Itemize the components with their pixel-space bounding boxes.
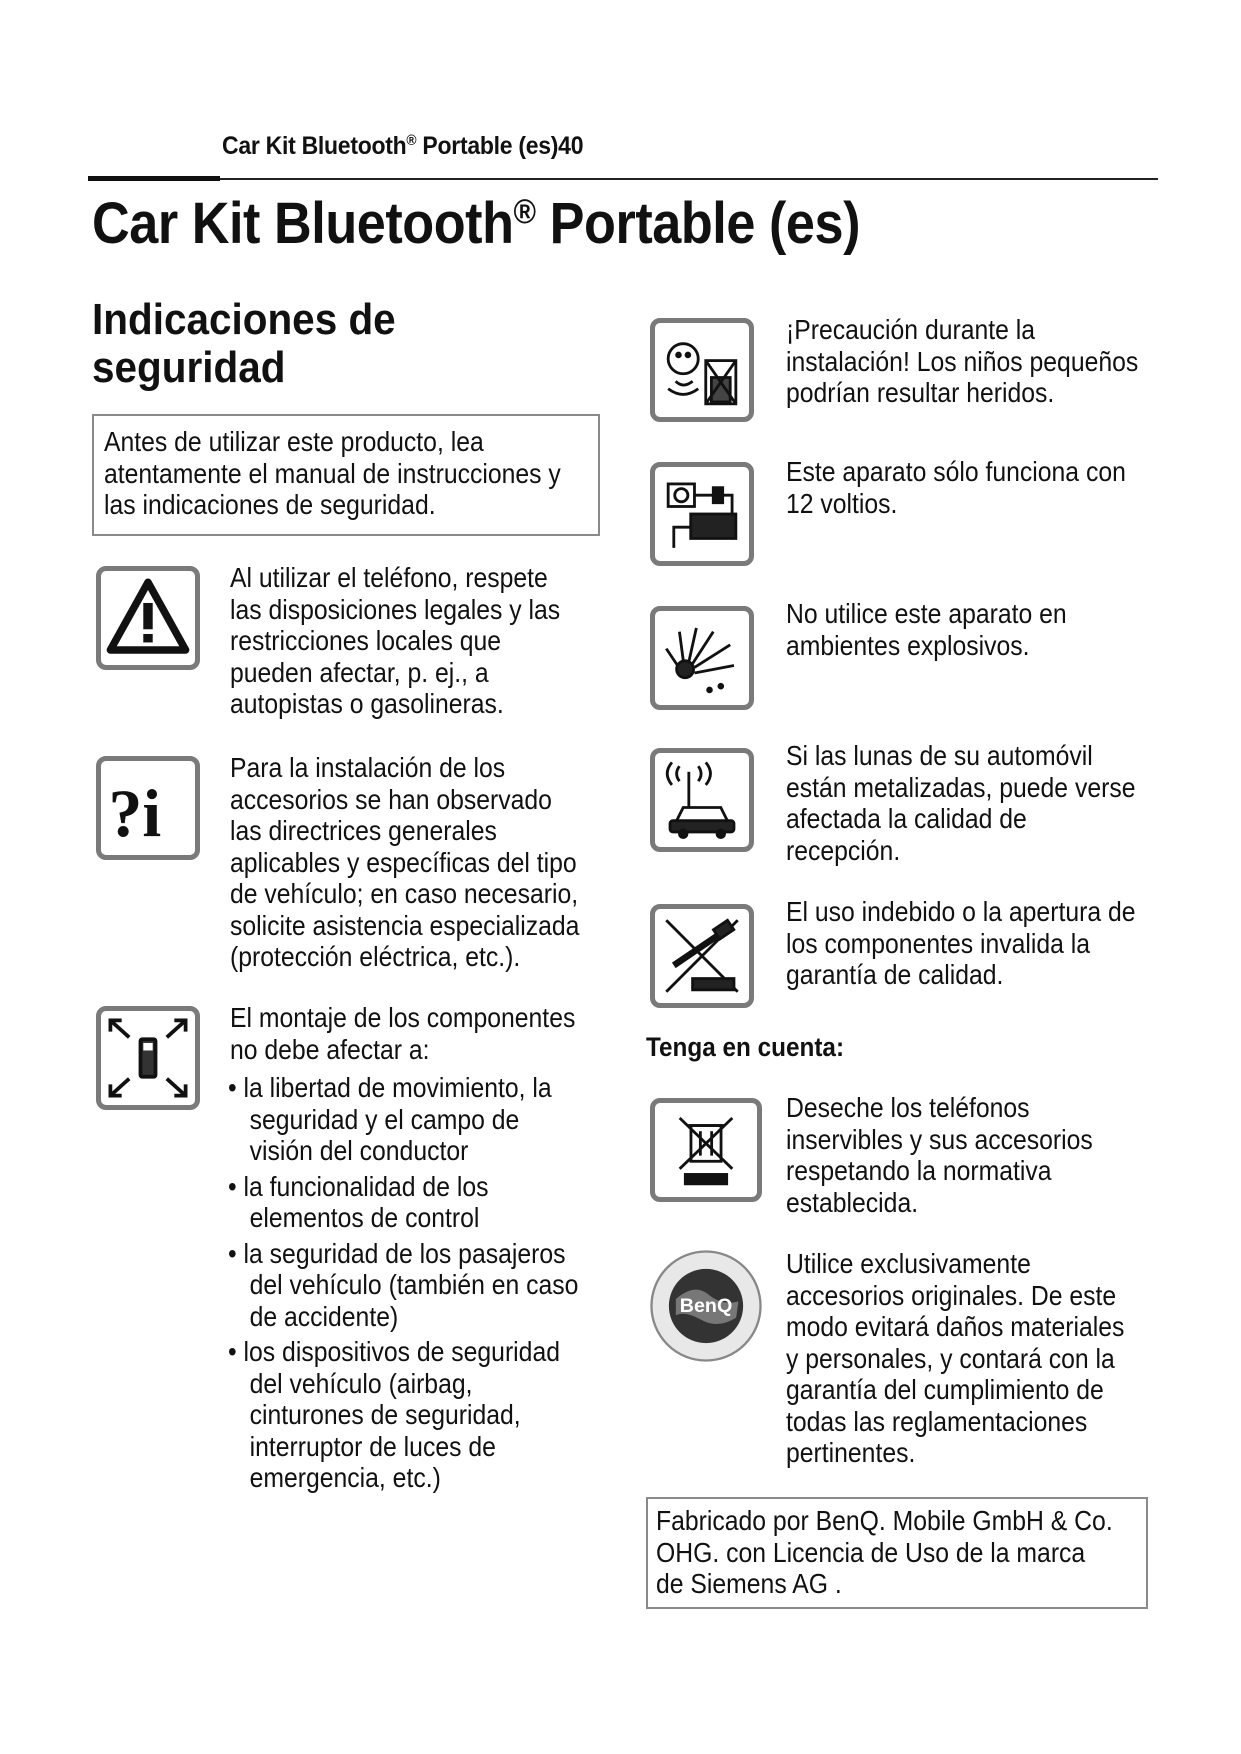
child-caution-icon (650, 318, 754, 422)
manufacturer-text: Fabricado por BenQ. Mobile GmbH & Co. OHG. con Licencia de Uso de la marca de Siemens AG . (656, 1505, 1113, 1599)
section-heading: Indicaciones de seguridad (92, 295, 396, 392)
header-rule (220, 178, 1158, 180)
benq-globe-icon (648, 1248, 764, 1364)
list-item: ¡Precaución durante la instalación! Los niños pequeños podrían resultar heridos. (786, 314, 1139, 408)
bullet-list (228, 1072, 578, 1494)
bullet-item: • la funcionalidad de los elementos de control (228, 1170, 489, 1233)
no-tools-icon (650, 904, 754, 1008)
list-item: Al utilizar el teléfono, respete las disposiciones legales y las restricciones locales que pueden afectar, p. ej., a autopistas o gasolineras. (230, 562, 561, 719)
header-rule-thick (88, 176, 220, 181)
list-item: No utilice este aparato en ambientes explosivos. (786, 598, 1067, 661)
bullet-item: • la seguridad de los pasajeros del vehículo (también en caso de accidente) (228, 1237, 579, 1332)
page-title: Car Kit Bluetooth® Portable (es) (92, 191, 861, 256)
svg-text:?i: ?i (108, 776, 162, 852)
question-info-icon (96, 756, 200, 860)
list-item: Este aparato sólo funciona con 12 voltios. (786, 456, 1126, 519)
list-item: El uso indebido o la apertura de los componentes invalida la garantía de calidad. (786, 896, 1136, 990)
list-item: Para la instalación de los accesorios se han observado las directrices generales aplicables y específicas del tipo de vehículo; en caso necesario, solicite asistencia especializada (protección eléctrica, etc.). (230, 752, 580, 972)
svg-text:BenQ: BenQ (679, 1294, 733, 1317)
list-item: El montaje de los componentes no debe afectar a: (230, 1002, 576, 1065)
power-plug-icon (650, 462, 754, 566)
list-item: Deseche los teléfonos inservibles y sus accesorios respetando la normativa establecida. (786, 1092, 1093, 1218)
bullet-item: • la libertad de movimiento, la seguridad y el campo de visión del conductor (228, 1072, 552, 1166)
crossed-bin-icon (650, 1098, 762, 1202)
car-antenna-icon (650, 748, 754, 852)
warning-triangle-icon (96, 566, 200, 670)
phone-arrows-icon (96, 1006, 200, 1110)
running-header: Car Kit Bluetooth® Portable (es)40 (222, 132, 584, 160)
explosion-icon (650, 606, 754, 710)
intro-text: Antes de utilizar este producto, lea atentamente el manual de instrucciones y las indicaciones de seguridad. (104, 426, 561, 520)
page-number: 40 (558, 132, 584, 160)
note-heading: Tenga en cuenta: (646, 1032, 845, 1062)
list-item: Si las lunas de su automóvil están metalizadas, puede verse afectada la calidad de recepción. (786, 740, 1136, 866)
bullet-item: • los dispositivos de seguridad del vehículo (airbag, cinturones de seguridad, interruptor de luces de emergencia, etc.) (228, 1336, 560, 1493)
list-item: Utilice exclusivamente accesorios originales. De este modo evitará daños materiales y personales, y contará con la garantía del cumplimiento de todas las reglamentaciones pertinentes. (786, 1248, 1125, 1468)
